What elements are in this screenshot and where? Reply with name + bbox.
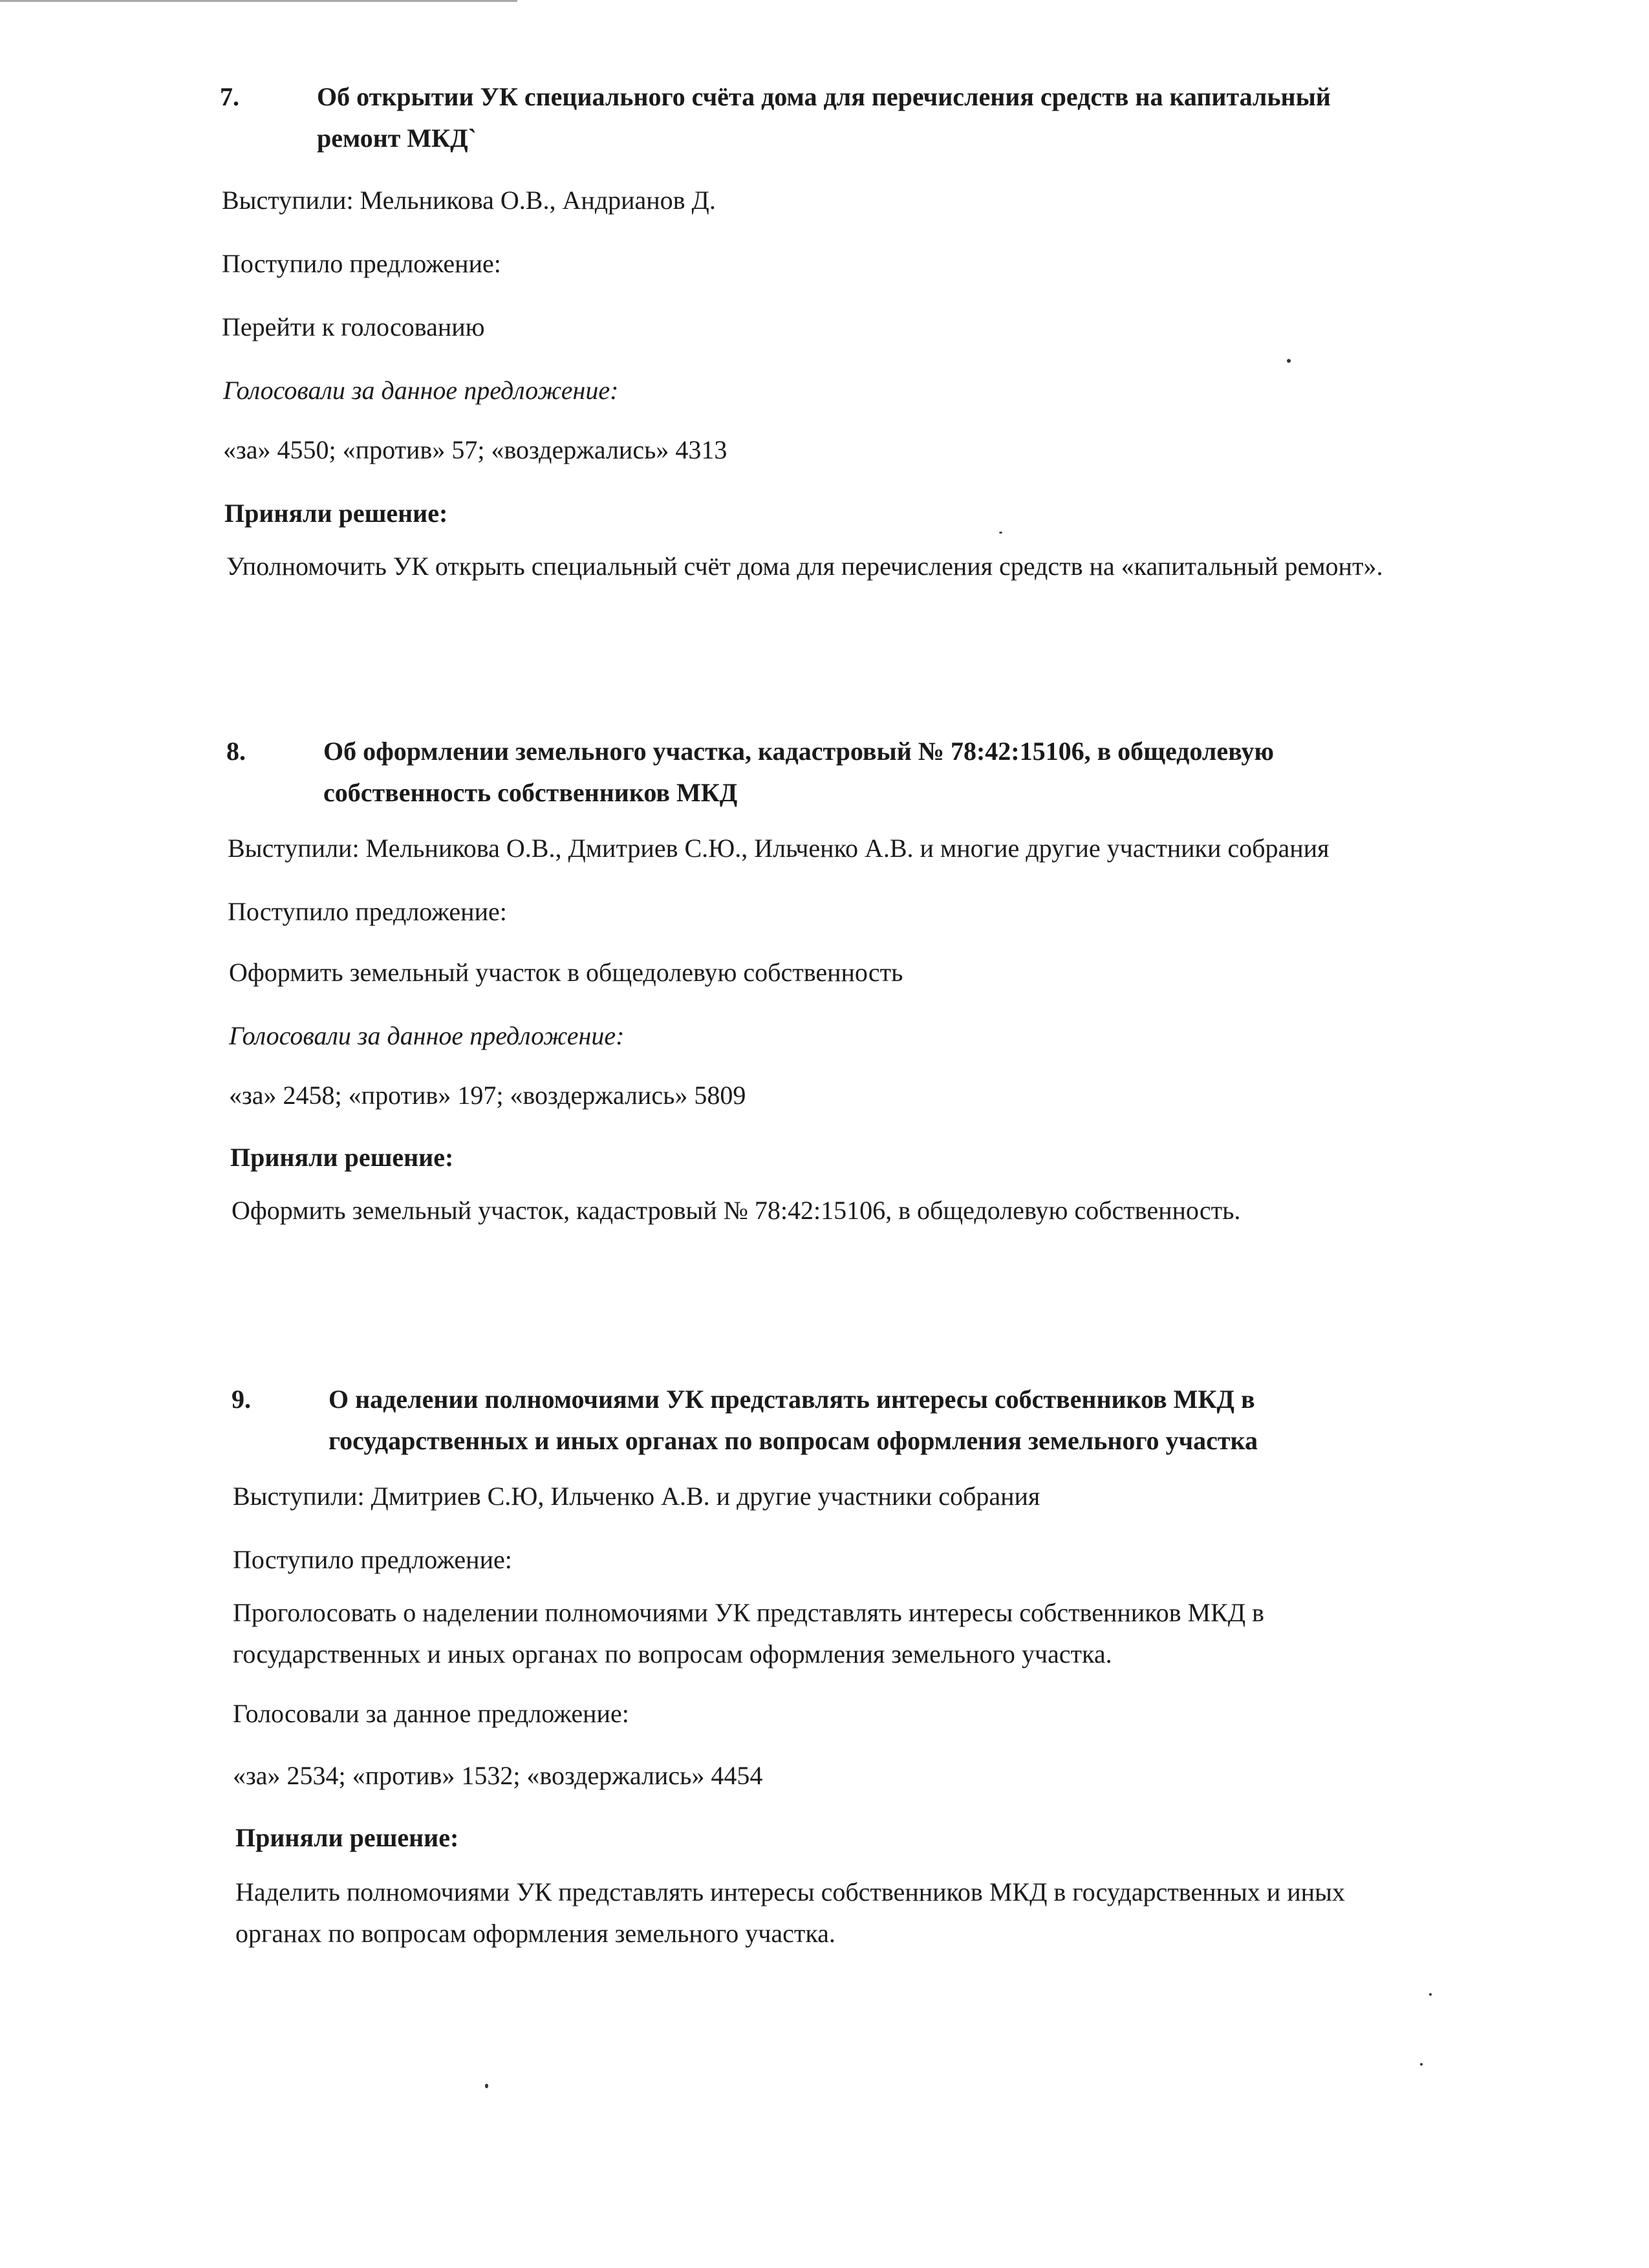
section-number: 9. (232, 1385, 251, 1414)
section-title-line2: ремонт МКД` (317, 124, 477, 153)
scan-edge-line (0, 0, 517, 2)
section-9-proposal-line2: государственных и иных органах по вопросам оформления земельного участка. (233, 1639, 1112, 1669)
section-8-decision: Оформить земельный участок, кадастровый № 78:42:15106, в общедолевую собственность. (232, 1196, 1241, 1225)
section-7-proposal-label: Поступило предложение: (222, 249, 501, 278)
section-9-decision-line1: Наделить полномочиями УК представлять интересы собственников МКД в государственных и иных (235, 1877, 1345, 1906)
section-9-votes: «за» 2534; «против» 1532; «воздержались» 4454 (233, 1761, 763, 1790)
section-9-voted-label: Голосовали за данное предложение: (233, 1699, 629, 1728)
section-title-line1: Об открытии УК специального счёта дома для перечисления средств на капитальный (317, 82, 1331, 111)
scan-speck (485, 2084, 488, 2088)
section-8-heading (226, 731, 1520, 815)
section-8-decision-label: Приняли решение: (230, 1143, 454, 1172)
scan-speck (1420, 2063, 1423, 2066)
section-7-speakers: Выступили: Мельникова О.В., Андрианов Д. (222, 186, 716, 215)
section-number: 8. (226, 737, 246, 766)
section-9-decision-label: Приняли решение: (235, 1823, 459, 1852)
section-8-proposal: Оформить земельный участок в общедолевую собственность (229, 958, 903, 987)
section-7-proposal: Перейти к голосованию (222, 312, 485, 341)
scan-speck (1429, 1993, 1432, 1996)
section-number: 7. (220, 82, 239, 111)
section-9-proposal-line1: Проголосовать о наделении полномочиями УК представлять интересы собственников МКД в (233, 1598, 1264, 1627)
scan-speck (999, 532, 1002, 534)
section-9-proposal-label: Поступило предложение: (233, 1545, 512, 1574)
section-title-line1: Об оформлении земельного участка, кадастровый № 78:42:15106, в общедолевую (323, 737, 1274, 766)
section-9-heading (232, 1379, 1525, 1463)
section-7-voted-label: Голосовали за данное предложение: (223, 376, 619, 405)
section-9-decision-line2: органах по вопросам оформления земельного участка. (235, 1919, 835, 1948)
section-9-speakers: Выступили: Дмитриев С.Ю, Ильченко А.В. и другие участники собрания (233, 1482, 1040, 1511)
section-title-line2: государственных и иных органах по вопросам оформления земельного участка (329, 1426, 1258, 1455)
scan-speck (1287, 359, 1291, 363)
section-8-votes: «за» 2458; «против» 197; «воздержались» 5809 (229, 1081, 746, 1110)
section-8-speakers: Выступили: Мельникова О.В., Дмитриев С.Ю., Ильченко А.В. и многие другие участники собрания (228, 834, 1330, 863)
section-7-heading (220, 76, 1513, 160)
section-7-decision: Уполномочить УК открыть специальный счёт дома для перечисления средств на «капитальный ремонт». (226, 552, 1383, 581)
section-8-proposal-label: Поступило предложение: (228, 897, 507, 926)
section-8-voted-label: Голосовали за данное предложение: (229, 1021, 625, 1050)
section-7-decision-label: Приняли решение: (224, 499, 448, 528)
section-title-line1: О наделении полномочиями УК представлять интересы собственников МКД в (329, 1385, 1255, 1414)
section-title-line2: собственность собственников МКД (323, 778, 738, 807)
section-7-votes: «за» 4550; «против» 57; «воздержались» 4313 (223, 435, 727, 464)
